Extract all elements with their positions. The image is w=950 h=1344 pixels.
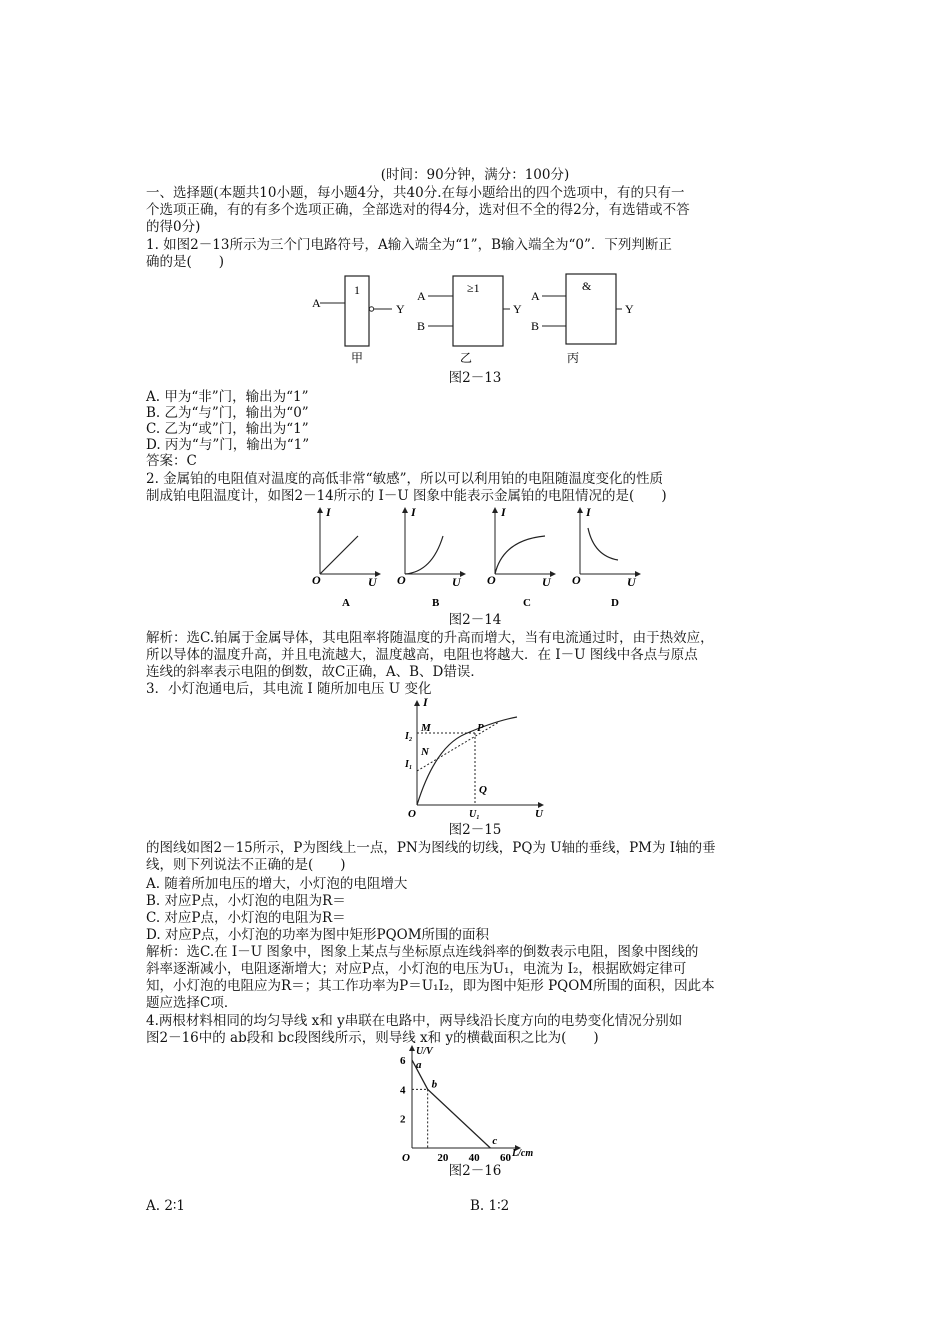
gate3-output-y: Y (625, 302, 634, 316)
q2-stem-1: 2. 金属铂的电阻值对温度的高低非常“敏感”，所以可以利用铂的电阻随温度变化的性质 (146, 471, 663, 487)
gate1-input-a: A (312, 296, 321, 310)
gate2-input-a: A (417, 289, 426, 303)
not-gate-symbol: 1 (354, 283, 360, 297)
gate1-name: 甲 (350, 351, 364, 365)
series-line (412, 1060, 490, 1148)
svg-text:C: C (523, 597, 531, 609)
chart-x-label: L/cm (512, 1148, 534, 1159)
q3-stem2-2: 线，则下列说法不正确的是( ) (146, 857, 346, 873)
q1-stem-2: 确的是( ) (146, 254, 225, 270)
svg-text:Q: Q (479, 784, 487, 796)
graph-c (487, 505, 555, 609)
gate3-name: 丙 (566, 351, 580, 365)
q2-analysis-2: 所以导体的温度升高，并且电流越大，温度越高，电阻也将越大．在 I－U 图线中各点与原点 (146, 647, 698, 663)
svg-text:U: U (542, 575, 551, 589)
q2-analysis-1: 解析：选C.铂属于金属导体，其电阻率将随温度的升高而增大，当有电流通过时，由于热效应， (146, 630, 714, 646)
q3-analysis-3: 知，小灯泡的电阻应为R＝；其工作功率为P＝U₁I₂，即为图中矩形 PQOM所围的面积，因此本 (146, 978, 715, 994)
chart-y-label: U/V (416, 1046, 433, 1057)
q3-option-b: B. 对应P点，小灯泡的电阻为R＝ (146, 893, 346, 909)
figure-caption-2-15: 图2－15 (448, 822, 502, 838)
svg-text:O: O (572, 573, 581, 587)
svg-text:O: O (487, 573, 496, 587)
svg-text:O: O (397, 573, 406, 587)
graph-d-curve (588, 528, 618, 560)
potential-chart (380, 1044, 540, 1164)
q3-analysis-4: 题应选择C项． (146, 995, 238, 1011)
svg-text:O: O (408, 808, 416, 820)
svg-text:A: A (342, 597, 350, 609)
gate1-output-y: Y (396, 302, 405, 316)
svg-text:I: I (501, 505, 506, 519)
point-label: c (492, 1135, 498, 1147)
q3-option-a: A. 随着所加电压的增大，小灯泡的电阻增大 (146, 876, 408, 892)
x-tick-label: 20 (437, 1152, 449, 1164)
q1-stem-1: 1. 如图2－13所示为三个门电路符号，A输入端全为“1”，B输入端全为“0”．下列判断正 (146, 237, 672, 253)
graph-a-curve (320, 536, 358, 574)
q4-option-a: A. 2∶1 (146, 1198, 186, 1214)
q3-stem2-1: 的图线如图2－15所示，P为图线上一点，PN为图线的切线，PQ为 U轴的垂线，PM为 I轴的垂 (146, 840, 716, 856)
svg-text:U: U (452, 575, 461, 589)
section-instruction-2: 个选项正确，有的有多个选项正确，全部选对的得4分，选对但不全的得2分，有选错或不答 (146, 202, 690, 218)
q3-stem: 3．小灯泡通电后，其电流 I 随所加电压 U 变化 (146, 681, 432, 697)
figure-caption-2-16: 图2－16 (448, 1163, 502, 1179)
gate3-input-b: B (531, 319, 540, 333)
svg-text:B: B (432, 597, 440, 609)
graph-d (572, 505, 640, 609)
figure-caption-2-13: 图2－13 (448, 370, 502, 386)
logic-gates-figure (300, 270, 660, 370)
q1-answer: 答案：C (146, 453, 197, 469)
svg-text:M: M (421, 722, 431, 734)
q4-option-b: B. 1∶2 (470, 1198, 510, 1214)
svg-text:U₁: U₁ (469, 809, 480, 820)
svg-text:I: I (411, 505, 416, 519)
q3-option-c: C. 对应P点，小灯泡的电阻为R＝ (146, 910, 346, 926)
svg-text:D: D (611, 597, 619, 609)
svg-text:I: I (326, 505, 331, 519)
svg-text:P: P (477, 722, 484, 734)
q1-option-d: D. 丙为“与”门，输出为“1” (146, 437, 310, 453)
point-label: a (416, 1059, 422, 1071)
figure-caption-2-14: 图2－14 (448, 612, 502, 628)
q3-analysis-2: 斜率逐渐减小，电阻逐渐增大；对应P点，小灯泡的电压为U₁，电流为 I₂，根据欧姆定律可 (146, 961, 687, 977)
svg-text:U: U (535, 808, 543, 820)
graph-b-curve (405, 536, 443, 574)
x-tick-label: 60 (500, 1152, 511, 1164)
graph-b (397, 505, 465, 609)
x-tick-label: 40 (468, 1152, 480, 1164)
gate3-input-a: A (531, 289, 540, 303)
gate2-input-b: B (417, 319, 426, 333)
gate2-name: 乙 (459, 351, 473, 365)
q1-option-b: B. 乙为“与”门，输出为“0” (146, 405, 309, 421)
x-tick-label: O (402, 1152, 410, 1164)
svg-text:I: I (586, 505, 591, 519)
y-tick-label: 2 (400, 1113, 406, 1126)
q3-option-d: D. 对应P点，小灯泡的功率为图中矩形PQOM所围的面积 (146, 927, 490, 943)
graph-c-curve (495, 536, 545, 574)
time-score-header: (时间：90分钟，满分：100分) (380, 167, 570, 183)
section-instruction-3: 的得0分) (146, 219, 201, 235)
svg-text:U: U (368, 575, 377, 589)
and-gate-symbol: & (582, 279, 592, 293)
q1-option-a: A. 甲为“非”门，输出为“1” (146, 389, 309, 405)
svg-text:U: U (627, 575, 636, 589)
gate2-output-y: Y (513, 302, 522, 316)
svg-text:O: O (312, 573, 321, 587)
q3-analysis-1: 解析：选C.在 I－U 图象中，图象上某点与坐标原点连线斜率的倒数表示电阻，图象中图线的 (146, 944, 699, 960)
graph-a (312, 505, 380, 609)
q2-stem-2: 制成铂电阻温度计，如图2－14所示的 I－U 图象中能表示金属铂的电阻情况的是( ) (146, 488, 667, 504)
svg-text:I₂: I₂ (405, 731, 413, 742)
q2-analysis-3: 连线的斜率表示电阻的倒数，故C正确，A、B、D错误． (146, 664, 484, 680)
svg-text:I: I (423, 695, 428, 709)
svg-text:N: N (421, 746, 429, 758)
iu-graphs-figure (300, 502, 660, 612)
bulb-iu-figure (395, 697, 555, 822)
bulb-iu-curve (417, 717, 517, 805)
svg-text:I₁: I₁ (405, 759, 413, 770)
y-tick-label: 6 (400, 1055, 406, 1067)
or-gate-symbol: ≥1 (467, 281, 480, 295)
not-bubble (369, 307, 373, 311)
point-label: b (431, 1078, 438, 1091)
q4-stem-1: 4.两根材料相同的均匀导线 x和 y串联在电路中，两导线沿长度方向的电势变化情况分别如 (146, 1013, 683, 1029)
section-instruction-1: 一、选择题(本题共10小题，每小题4分，共40分.在每小题给出的四个选项中，有的只有一 (146, 185, 685, 201)
q4-stem-2: 图2－16中的 ab段和 bc段图线所示，则导线 x和 y的横截面积之比为( ) (146, 1030, 599, 1046)
y-tick-label: 4 (400, 1084, 406, 1097)
q1-option-c: C. 乙为“或”门，输出为“1” (146, 421, 309, 437)
